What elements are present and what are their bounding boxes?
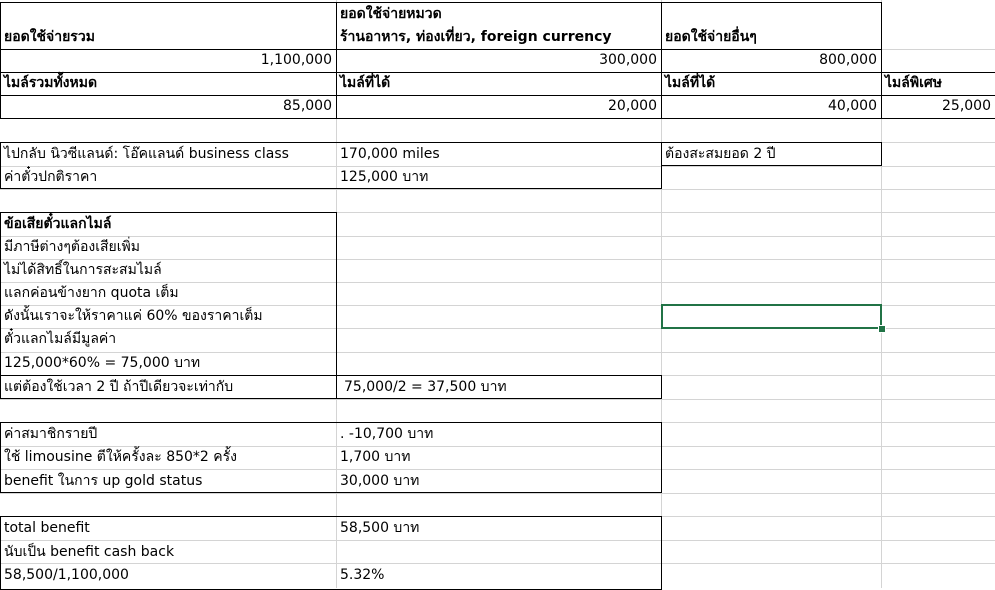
drawback-line-1[interactable]: มีภาษีต่างๆต้องเสียเพิ่ม [4, 239, 140, 255]
other-spend-label[interactable]: ยอดใช้จ่ายอื่นๆ [665, 29, 757, 45]
total-spend-value[interactable]: 1,100,000 [260, 52, 332, 68]
total-miles-value[interactable]: 85,000 [283, 98, 332, 114]
special-miles-value[interactable]: 25,000 [942, 98, 991, 114]
drawback-line-3[interactable]: แลกค่อนข้างยาก quota เต็ม [4, 285, 179, 301]
category-miles-label[interactable]: ไมล์ที่ได้ [340, 75, 391, 91]
special-miles-label[interactable]: ไมล์พิเศษ [885, 75, 942, 91]
per-year-value[interactable]: 75,000/2 = 37,500 บาท [344, 379, 507, 395]
category-spend-label-1[interactable]: ยอดใช้จ่ายหมวด [340, 6, 442, 22]
limousine-value[interactable]: 1,700 บาท [340, 449, 411, 465]
category-spend-label-2[interactable]: ร้านอาหาร, ท่องเที่ยว, foreign currency [340, 29, 612, 45]
formula-label[interactable]: 58,500/1,100,000 [4, 567, 129, 583]
drawback-line-6[interactable]: 125,000*60% = 75,000 บาท [4, 355, 201, 371]
drawbacks-title[interactable]: ข้อเสียตั๋วแลกไมล์ [4, 216, 112, 232]
category-spend-value[interactable]: 300,000 [599, 52, 657, 68]
drawback-line-2[interactable]: ไม่ได้สิทธิ์ในการสะสมไมล์ [4, 262, 162, 278]
annual-fee-value[interactable]: . -10,700 บาท [340, 426, 434, 442]
other-spend-value[interactable]: 800,000 [819, 52, 877, 68]
trip-miles-required[interactable]: 170,000 miles [340, 146, 440, 162]
trip-accumulate-note[interactable]: ต้องสะสมยอด 2 ปี [665, 146, 776, 162]
percent-value[interactable]: 5.32% [340, 567, 385, 583]
drawback-line-5[interactable]: ตั๋วแลกไมล์มีมูลค่า [4, 331, 117, 347]
drawback-line-7[interactable]: แต่ต้องใช้เวลา 2 ปี ถ้าปีเดียวจะเท่ากับ [4, 379, 234, 395]
selected-cell[interactable] [661, 304, 882, 329]
other-miles-value[interactable]: 40,000 [828, 98, 877, 114]
total-benefit-label[interactable]: total benefit [4, 520, 90, 536]
fill-handle[interactable] [878, 325, 886, 333]
annual-fee-label[interactable]: ค่าสมาชิกรายปี [4, 426, 98, 442]
gold-status-label[interactable]: benefit ในการ up gold status [4, 473, 203, 489]
trip-route-label[interactable]: ไปกลับ นิวซีแลนด์: โอ๊คแลนด์ business class [4, 146, 289, 162]
limousine-label[interactable]: ใช้ limousine ตีให้ครั้งละ 850*2 ครั้ง [4, 449, 237, 465]
normal-price-label[interactable]: ค่าตั๋วปกติราคา [4, 169, 98, 185]
other-miles-label[interactable]: ไมล์ที่ได้ [665, 75, 716, 91]
total-spend-label[interactable]: ยอดใช้จ่ายรวม [4, 29, 95, 45]
drawback-line-4[interactable]: ดังนั้นเราจะให้ราคาแค่ 60% ของราคาเต็ม [4, 308, 263, 324]
normal-price-value[interactable]: 125,000 บาท [340, 169, 429, 185]
cashback-label[interactable]: นับเป็น benefit cash back [4, 544, 175, 560]
gold-status-value[interactable]: 30,000 บาท [340, 473, 420, 489]
total-miles-label[interactable]: ไมล์รวมทั้งหมด [4, 75, 98, 91]
total-benefit-value[interactable]: 58,500 บาท [340, 520, 420, 536]
category-miles-value[interactable]: 20,000 [608, 98, 657, 114]
